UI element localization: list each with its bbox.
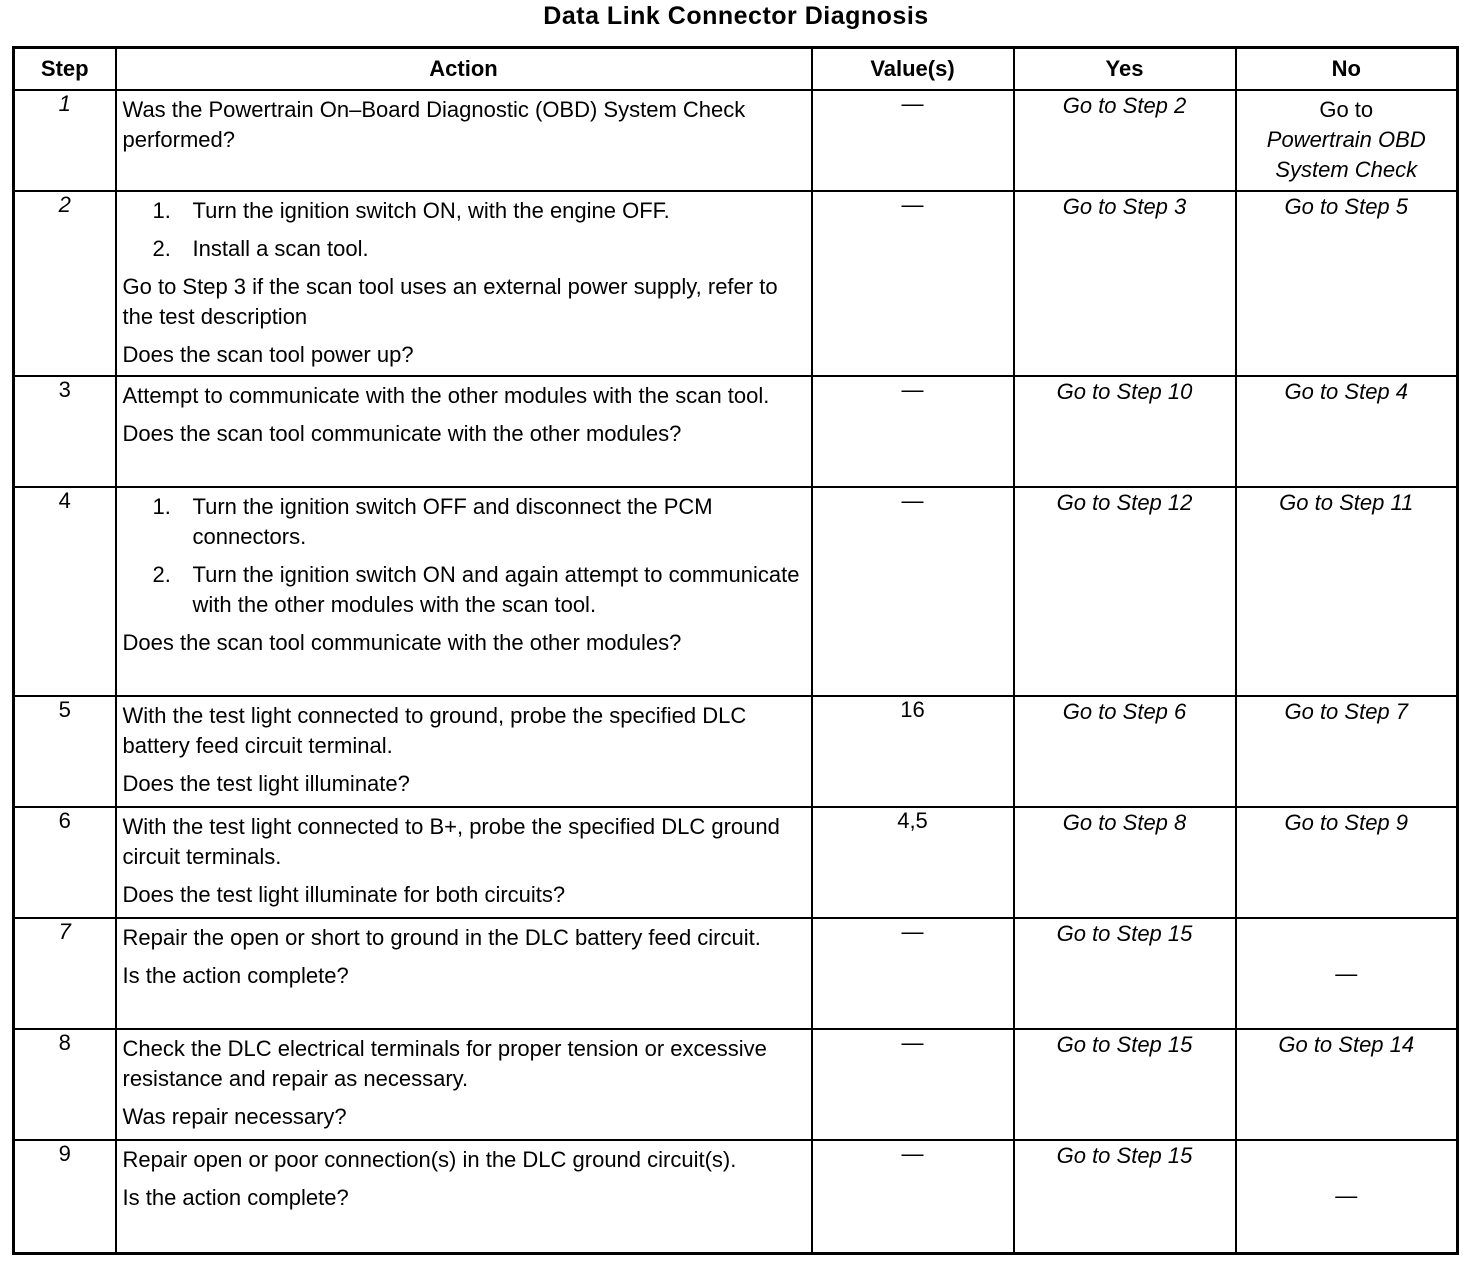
action-question: Was repair necessary? [122,1104,347,1129]
document-title: Data Link Connector Diagnosis [543,2,929,30]
header-action: Action [116,48,812,91]
no-answer: Go to Step 5 [1284,194,1409,219]
header-values: Value(s) [812,48,1014,91]
no-answer-line: Powertrain OBD [1266,127,1426,152]
action-cell [116,918,812,1029]
no-answer: Go to Step 14 [1278,1032,1415,1057]
yes-cell [1014,376,1236,487]
yes-cell [1014,696,1236,807]
step-number: 8 [14,1029,116,1140]
action-cell [116,1140,812,1253]
action-cell [116,807,812,918]
no-answer: Go to Step 11 [1279,490,1414,515]
action-question: Does the scan tool communicate with the other modules? [122,421,682,446]
value-cell: 4,5 [812,807,1014,918]
yes-cell [1014,1029,1236,1140]
yes-answer: Go to Step 6 [1062,699,1187,724]
yes-answer: Go to Step 2 [1062,93,1187,118]
table-row [14,90,1458,191]
value-cell: — [812,376,1014,487]
table-row [14,1029,1458,1140]
yes-answer: Go to Step 8 [1062,810,1187,835]
action-question: Does the test light illuminate? [122,771,410,796]
value-cell: — [812,1140,1014,1253]
action-question: Does the test light illuminate for both circuits? [122,882,566,907]
list-item: 2. Install a scan tool. [152,236,369,261]
table-row [14,1140,1458,1253]
no-answer-line: Go to [1319,97,1374,122]
value-cell: — [812,191,1014,376]
step-number: 3 [14,376,116,487]
no-answer: Go to Step 9 [1284,810,1409,835]
step-number: 2 [14,191,116,376]
value-cell: — [812,90,1014,191]
table-row [14,191,1458,376]
action-cell [116,376,812,487]
action-question: Is the action complete? [122,1185,349,1210]
action-text: Go to Step 3 if the scan tool uses an external power supply, refer to the test description [122,274,778,329]
yes-answer: Go to Step 15 [1056,1032,1193,1057]
yes-answer: Go to Step 15 [1056,1143,1193,1168]
action-cell [116,696,812,807]
action-question: Does the scan tool power up? [122,342,414,367]
action-cell [116,487,812,696]
header-no: No [1236,48,1458,91]
table-row [14,807,1458,918]
action-steps-list [123,492,805,620]
no-cell [1236,696,1458,807]
yes-cell [1014,487,1236,696]
action-cell [116,1029,812,1140]
no-answer [1237,91,1457,189]
step-number: 7 [14,918,116,1029]
action-text: With the test light connected to B+, probe the specified DLC ground circuit terminals. [122,814,780,869]
no-cell [1236,1029,1458,1140]
list-item: 1. Turn the ignition switch ON, with the engine OFF. [152,198,670,223]
step-number: 5 [14,696,116,807]
action-cell [116,191,812,376]
no-answer: Go to Step 7 [1284,699,1409,724]
no-cell [1236,191,1458,376]
action-question: Does the scan tool communicate with the other modules? [122,630,682,655]
yes-answer: Go to Step 15 [1056,921,1193,946]
value-cell: — [812,487,1014,696]
yes-answer: Go to Step 10 [1056,379,1193,404]
action-text: With the test light connected to ground, probe the specified DLC battery feed circuit terminal. [122,703,747,758]
value-cell: — [812,918,1014,1029]
value-cell: 16 [812,696,1014,807]
no-cell [1236,487,1458,696]
step-number: 9 [14,1140,116,1253]
table-header-row [14,48,1458,91]
action-text: Repair the open or short to ground in the DLC battery feed circuit. [122,925,761,950]
action-cell [116,90,812,191]
action-text: Repair open or poor connection(s) in the DLC ground circuit(s). [122,1147,737,1172]
value-cell: — [812,1029,1014,1140]
table-row [14,376,1458,487]
yes-answer: Go to Step 12 [1056,490,1193,515]
no-cell [1236,90,1458,191]
step-number: 6 [14,807,116,918]
table-row [14,487,1458,696]
yes-cell [1014,1140,1236,1253]
no-cell [1236,807,1458,918]
table-row [14,696,1458,807]
action-text: Check the DLC electrical terminals for proper tension or excessive resistance and repair as necessary. [122,1036,767,1091]
action-text: Attempt to communicate with the other modules with the scan tool. [122,383,770,408]
action-text: Was the Powertrain On–Board Diagnostic (OBD) System Check performed? [122,97,746,152]
yes-answer: Go to Step 3 [1062,194,1187,219]
action-question: Is the action complete? [122,963,349,988]
list-item: 1. Turn the ignition switch OFF and disconnect the PCM connectors. [152,494,713,549]
no-cell [1236,376,1458,487]
action-steps-list [123,196,805,264]
table-row [14,918,1458,1029]
diagnosis-table [12,46,1459,1255]
header-step: Step [14,48,116,91]
yes-cell [1014,191,1236,376]
yes-cell [1014,918,1236,1029]
no-cell: — [1236,918,1458,1029]
yes-cell [1014,807,1236,918]
list-item: 2. Turn the ignition switch ON and again attempt to communicate with the other modules with the scan tool. [152,562,800,617]
step-number: 4 [14,487,116,696]
no-cell: — [1236,1140,1458,1253]
no-answer: Go to Step 4 [1284,379,1409,404]
no-answer-line: System Check [1275,157,1418,182]
header-yes: Yes [1014,48,1236,91]
step-number: 1 [14,90,116,191]
yes-cell [1014,90,1236,191]
